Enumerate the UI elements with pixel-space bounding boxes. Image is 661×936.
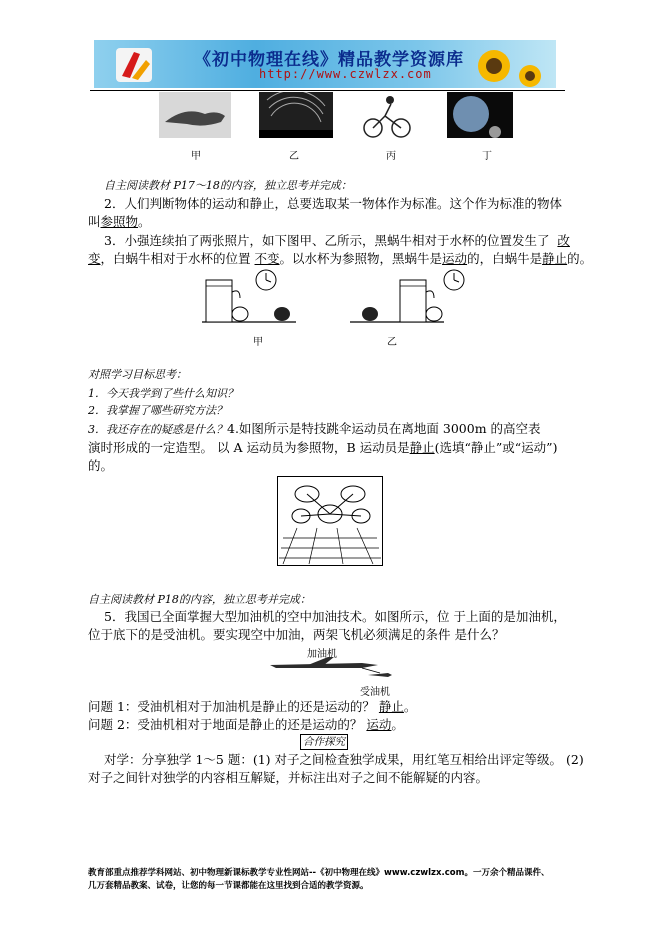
q2-line1: 2．人们判断物体的运动和静止，总要选取某一物体作为标准。这个作为标准的物体 bbox=[104, 196, 562, 211]
q3-line2 bbox=[88, 249, 592, 268]
sub2-suffix: 。 bbox=[391, 717, 404, 732]
q2-line2 bbox=[88, 212, 151, 231]
sunflower-center bbox=[486, 58, 502, 74]
sub2-prefix: 问题 2：受油机相对于地面是静止的还是运动的？ bbox=[88, 717, 367, 732]
q3-line2-part3: 的，白蜗牛是 bbox=[467, 251, 543, 266]
cooperation-line2: 对子之间针对独学的内容相互解疑，并标注出对子之间不能解疑的内容。 bbox=[88, 770, 489, 785]
sub2-answer: 运动 bbox=[366, 717, 392, 732]
sub1-prefix: 问题 1：受油机相对于加油机是静止的还是运动的？ bbox=[88, 699, 379, 714]
q4-answer: 静止 bbox=[409, 440, 435, 455]
top-caption-1: 甲 bbox=[191, 151, 201, 162]
q3-line1-text: 3．小强连续拍了两张照片，如下图甲、乙所示，黑蜗牛相对于水杯的位置发生了 bbox=[104, 233, 550, 248]
q3-answer3: 运动 bbox=[442, 251, 468, 266]
cooperation-label: 合作探究 bbox=[300, 734, 348, 750]
top-figure-images bbox=[155, 92, 525, 144]
reflection-item-2: 2．我掌握了哪些研究方法？ bbox=[88, 404, 227, 417]
sub-question-1 bbox=[88, 697, 416, 716]
cooperation-line1: 对学：分享独学 1～5 题：(1) 对子之间检查独学成果，用红笔互相给出评定等级。 (2) bbox=[104, 752, 584, 767]
q4-line2-suffix: (选填“静止”或“运动”) bbox=[434, 440, 558, 455]
reflection-item-3-text: 3．我还存在的疑惑是什么？ bbox=[88, 423, 227, 436]
banner-url[interactable]: http://www.czwlzx.com bbox=[259, 67, 432, 81]
top-caption-3: 丙 bbox=[386, 151, 396, 162]
q3-answer1b: 变 bbox=[88, 251, 101, 266]
refueling-planes-figure bbox=[268, 655, 393, 683]
footer-line1: 教育部重点推荐学科网站、初中物理新课标教学专业性网站--《初中物理在线》www.czwlzx.com。一万余个精品课件、 bbox=[88, 868, 550, 878]
q5-line1: 5．我国已全面掌握大型加油机的空中加油技术。如图所示，位 于上面的是加油机， bbox=[104, 609, 566, 624]
bicycle-photo bbox=[364, 96, 410, 137]
q3-line2-part1: ，白蜗牛相对于水杯的位置 bbox=[100, 251, 251, 266]
q2-answer: 参照物 bbox=[100, 214, 139, 229]
section1-instruction: 自主阅读教材 P17～18的内容，独立思考并完成： bbox=[104, 179, 352, 192]
snail-caption-1: 甲 bbox=[253, 337, 263, 348]
q3-answer1a: 改 bbox=[557, 233, 570, 248]
footer-line2: 几万套精品教案、试卷，让您的每一节课都能在这里找到合适的教学资源。 bbox=[88, 881, 369, 891]
sub1-answer: 静止 bbox=[378, 699, 404, 714]
sunflower-center-2 bbox=[525, 71, 535, 81]
q3-line2-part2: 。以水杯为参照物，黑蜗牛是 bbox=[279, 251, 443, 266]
q3-answer2: 不变 bbox=[254, 251, 280, 266]
snail-caption-2: 乙 bbox=[387, 337, 397, 348]
q5-line2: 位于底下的是受油机。要实现空中加油，两架飞机必须满足的条件 是什么？ bbox=[88, 627, 505, 642]
q4-line3: 的。 bbox=[88, 458, 114, 473]
q2-prefix: 叫 bbox=[88, 214, 101, 229]
sub-question-2 bbox=[88, 715, 404, 734]
q4-line2 bbox=[88, 438, 557, 457]
top-caption-4: 丁 bbox=[482, 151, 492, 162]
snail-figure-a bbox=[202, 270, 296, 322]
top-caption-2: 乙 bbox=[289, 151, 299, 162]
sub1-suffix: 。 bbox=[403, 699, 417, 714]
snail-figure-b bbox=[350, 270, 464, 322]
q3-line2-part4: 的。 bbox=[567, 251, 593, 266]
header-rule bbox=[90, 90, 565, 91]
snail-cup-figure bbox=[200, 268, 480, 328]
section2-instruction: 自主阅读教材 P18的内容，独立思考并完成： bbox=[88, 593, 311, 606]
reflection-item-1: 1．今天我学到了些什么知识？ bbox=[88, 387, 238, 400]
receiver-plane bbox=[368, 673, 392, 677]
tanker-plane-label: 加油机 bbox=[307, 649, 337, 660]
reflection-item-3 bbox=[88, 419, 541, 439]
banner-title: 《初中物理在线》精品教学资源库 bbox=[194, 50, 464, 70]
reflection-heading: 对照学习目标思考： bbox=[88, 368, 187, 381]
header-banner bbox=[94, 40, 556, 88]
q4-line2-prefix: 演时形成的一定造型。 以 A 运动员为参照物，B 运动员是 bbox=[88, 440, 410, 455]
q3-answer4: 静止 bbox=[542, 251, 568, 266]
receiver-plane-label: 受油机 bbox=[360, 687, 390, 698]
q2-suffix: 。 bbox=[138, 214, 151, 229]
q4-line1: 4.如图所示是特技跳伞运动员在离地面 3000m 的高空表 bbox=[227, 421, 541, 436]
q3-line1 bbox=[104, 231, 570, 250]
skydiver-figure bbox=[277, 476, 383, 566]
